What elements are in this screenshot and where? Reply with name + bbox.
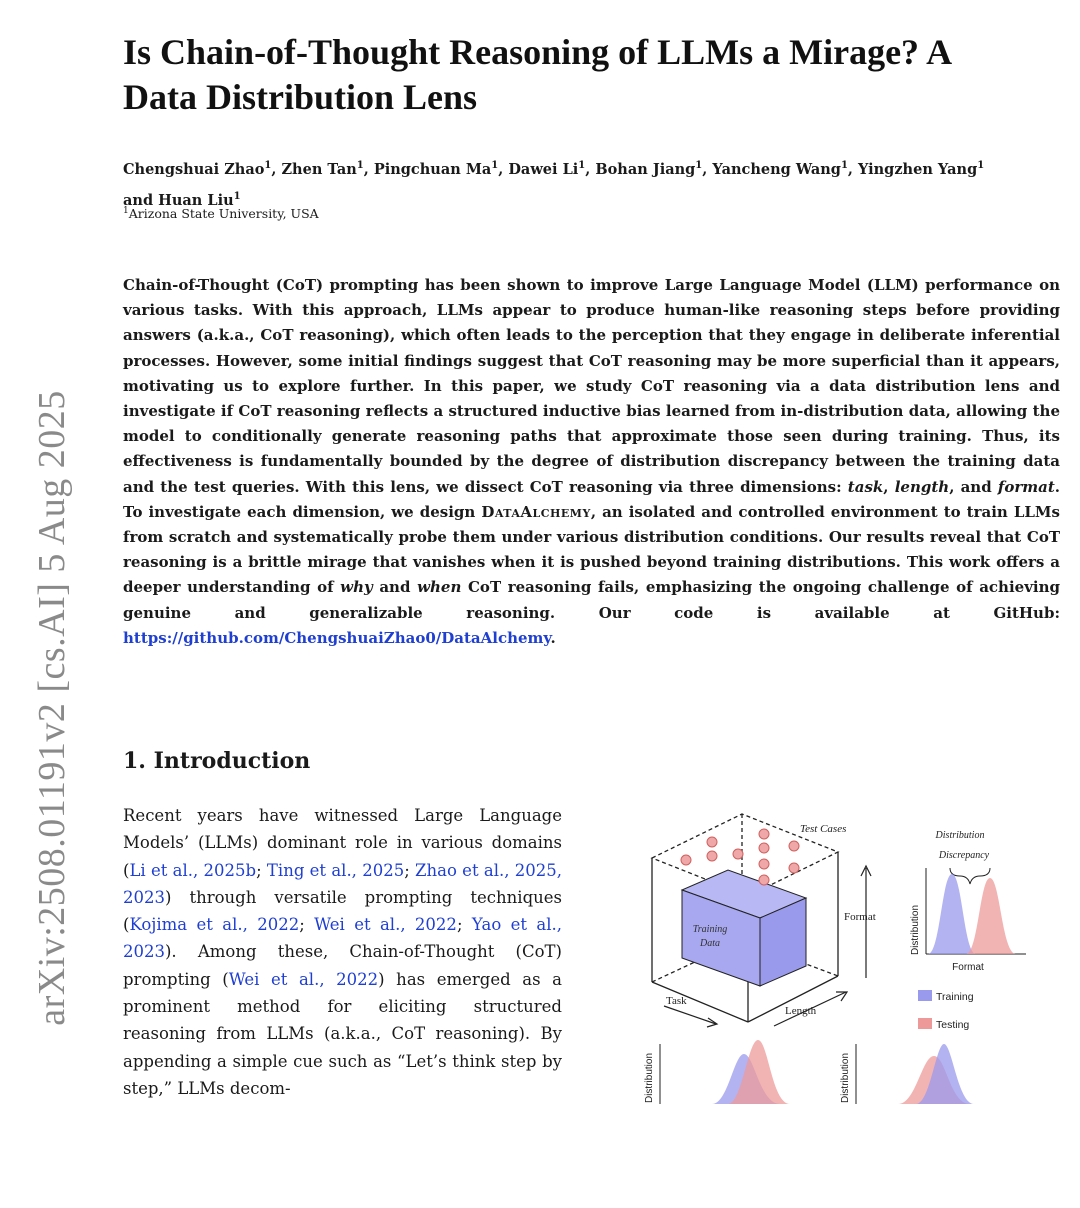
task-arrow xyxy=(664,1006,717,1027)
affiliation-mark: 1 xyxy=(840,160,848,171)
legend-swatch-testing xyxy=(918,1018,932,1029)
task-axis-label: Task xyxy=(666,995,687,1007)
training-distribution-curve xyxy=(928,874,976,954)
test-case-dot xyxy=(707,837,717,847)
affiliation-mark: 1 xyxy=(356,160,364,171)
affiliation-mark: 1 xyxy=(695,160,703,171)
affiliation-mark: 1 xyxy=(123,206,129,216)
intro-text: ; xyxy=(299,915,315,935)
intro-text: ; xyxy=(456,915,472,935)
abstract-text: , an isolated and controlled environment to train LLMs from scratch and systematically probe them under various distribution conditions. Our results reveal that CoT reasoning is a brittle mirage that vanishes when it is pushed beyond training distributions. This work offers a deeper understanding of xyxy=(123,502,1060,597)
intro-text: Recent years have witnessed Large Language Models’ (LLMs) dominant role in various domains ( xyxy=(123,806,562,880)
author-name: Bohan Jiang xyxy=(595,160,696,178)
discrepancy-label: Discrepancy xyxy=(938,850,990,861)
affiliation xyxy=(123,206,319,221)
author-name: Chengshuai Zhao xyxy=(123,160,265,178)
training-data-label: Data xyxy=(700,938,720,949)
author-name: Zhen Tan xyxy=(281,160,357,178)
legend-training: Training xyxy=(936,991,974,1003)
affiliation-mark: 1 xyxy=(233,190,241,202)
author-name: Pingchuan Ma xyxy=(373,160,492,178)
legend-swatch-training xyxy=(918,990,932,1001)
test-case-dot xyxy=(789,841,799,851)
abstract-text: . xyxy=(550,628,556,647)
test-case-dot xyxy=(759,859,769,869)
test-case-dot xyxy=(707,851,717,861)
format-x-label: Format xyxy=(952,962,984,973)
training-data-label: Training xyxy=(692,924,728,935)
intro-text: ) through versatile prompting techniques ( xyxy=(123,887,562,935)
citation-link[interactable]: Wei et al., 2022 xyxy=(228,969,379,989)
affiliation-mark: 1 xyxy=(578,160,586,171)
author-name: Yancheng Wang xyxy=(712,160,841,178)
abstract-emphasis: why xyxy=(340,578,373,597)
format-axis-label: Format xyxy=(844,911,876,923)
citation-link[interactable]: Ting et al., 2025 xyxy=(266,860,405,880)
legend-testing: Testing xyxy=(936,1019,970,1031)
abstract-emphasis: task xyxy=(847,477,884,496)
intro-text: ; xyxy=(404,860,416,880)
intro-text: ; xyxy=(256,860,267,880)
citation-link[interactable]: Yao et al., 2023 xyxy=(123,915,562,962)
discrepancy-label: Distribution xyxy=(935,830,985,841)
author-list: Chengshuai Zhao$^1$, Zhen Tan$^1$, Pingchuan Ma$^1$, Dawei Li$^1$, Bohan Jiang$^1$, Yancheng Wang$^1$, Yingzhen Yang$^1$ and Huan Liu$^1$ xyxy=(123,160,985,209)
arxiv-identifier: arXiv:2508.01191v2 [cs.AI] 5 Aug 2025 xyxy=(31,390,73,1026)
bottom-axis-label: Distribution xyxy=(840,1052,851,1104)
abstract-emphasis: format xyxy=(997,477,1055,496)
figure-data-distribution xyxy=(630,808,1050,1104)
affiliation-text: Arizona State University, USA xyxy=(128,206,319,222)
test-case-dot xyxy=(759,875,769,885)
abstract-text: , xyxy=(883,477,895,496)
author-name: Dawei Li xyxy=(508,160,579,178)
test-case-dot xyxy=(759,829,769,839)
testing-distribution-curve xyxy=(966,878,1016,954)
test-case-dot xyxy=(759,843,769,853)
section-heading: 1. Introduction xyxy=(123,748,311,774)
author-name: Huan Liu xyxy=(158,191,234,209)
abstract-text: . To investigate each dimension, we design xyxy=(123,477,1060,521)
length-axis-label: Length xyxy=(785,1005,817,1017)
citation-link[interactable]: Kojima et al., 2022 xyxy=(129,915,300,935)
citation-link[interactable]: Li et al., 2025b xyxy=(129,860,257,880)
abstract-text: and xyxy=(372,578,418,597)
intro-text: ). Among these, Chain-of-Thought (CoT) prompting ( xyxy=(123,942,562,989)
system-name: DataAlchemy xyxy=(481,502,591,521)
distribution-axis-label: Distribution xyxy=(910,904,921,956)
affiliation-mark: 1 xyxy=(977,160,985,171)
abstract-text: CoT reasoning fails, emphasizing the ongoing challenge of achieving genuine and generalizable reasoning. Our code is available at GitHub: xyxy=(123,578,1061,622)
abstract xyxy=(123,273,1060,651)
abstract-text: Chain-of-Thought (CoT) prompting has been shown to improve Large Language Model (LLM) performance on various tasks. With this approach, LLMs appear to produce human-like reasoning steps before providing answers (a.k.a., CoT reasoning), which often leads to the perception that they engage in deliberate inferential processes. However, some initial findings suggest that CoT reasoning may be more superficial than it appears, motivating us to explore further. In this paper, we study CoT reasoning via a data distribution lens and investigate if CoT reasoning reflects a structured inductive bias learned from in-distribution data, allowing the model to conditionally generate reasoning paths that approximate those seen during training. Thus, its effectiveness is fundamentally bounded by the degree of distribution discrepancy between the training data and the test queries. With this lens, we dissect CoT reasoning via three dimensions: xyxy=(123,276,1060,496)
test-case-dot xyxy=(789,863,799,873)
test-case-dot xyxy=(733,849,743,859)
citation-link[interactable]: Zhao et al., 2025, 2023 xyxy=(123,860,562,907)
intro-text: ) has emerged as a prominent method for eliciting structured reasoning from LLMs (a.k.a., CoT reasoning). By appending a simple cue such as “Let’s think step by step,” LLMs decom- xyxy=(123,969,562,1098)
affiliation-mark: 1 xyxy=(264,160,272,171)
abstract-emphasis: length xyxy=(894,477,950,496)
bottom-panels xyxy=(644,1040,974,1104)
bottom-axis-label: Distribution xyxy=(644,1052,655,1104)
github-link[interactable]: https://github.com/ChengshuaiZhao0/DataAlchemy xyxy=(123,628,551,647)
intro-paragraph xyxy=(123,802,562,1102)
paper-title: Is Chain-of-Thought Reasoning of LLMs a Mirage? A Data Distribution Lens xyxy=(123,32,951,117)
author-and: and xyxy=(123,191,154,209)
citation-link[interactable]: Wei et al., 2022 xyxy=(314,915,457,935)
test-case-dot xyxy=(681,855,691,865)
affiliation-mark: 1 xyxy=(491,160,499,171)
author-name: Yingzhen Yang xyxy=(858,160,978,178)
abstract-text: , and xyxy=(949,477,998,496)
test-cases-label: Test Cases xyxy=(800,823,847,835)
abstract-emphasis: when xyxy=(417,578,462,597)
